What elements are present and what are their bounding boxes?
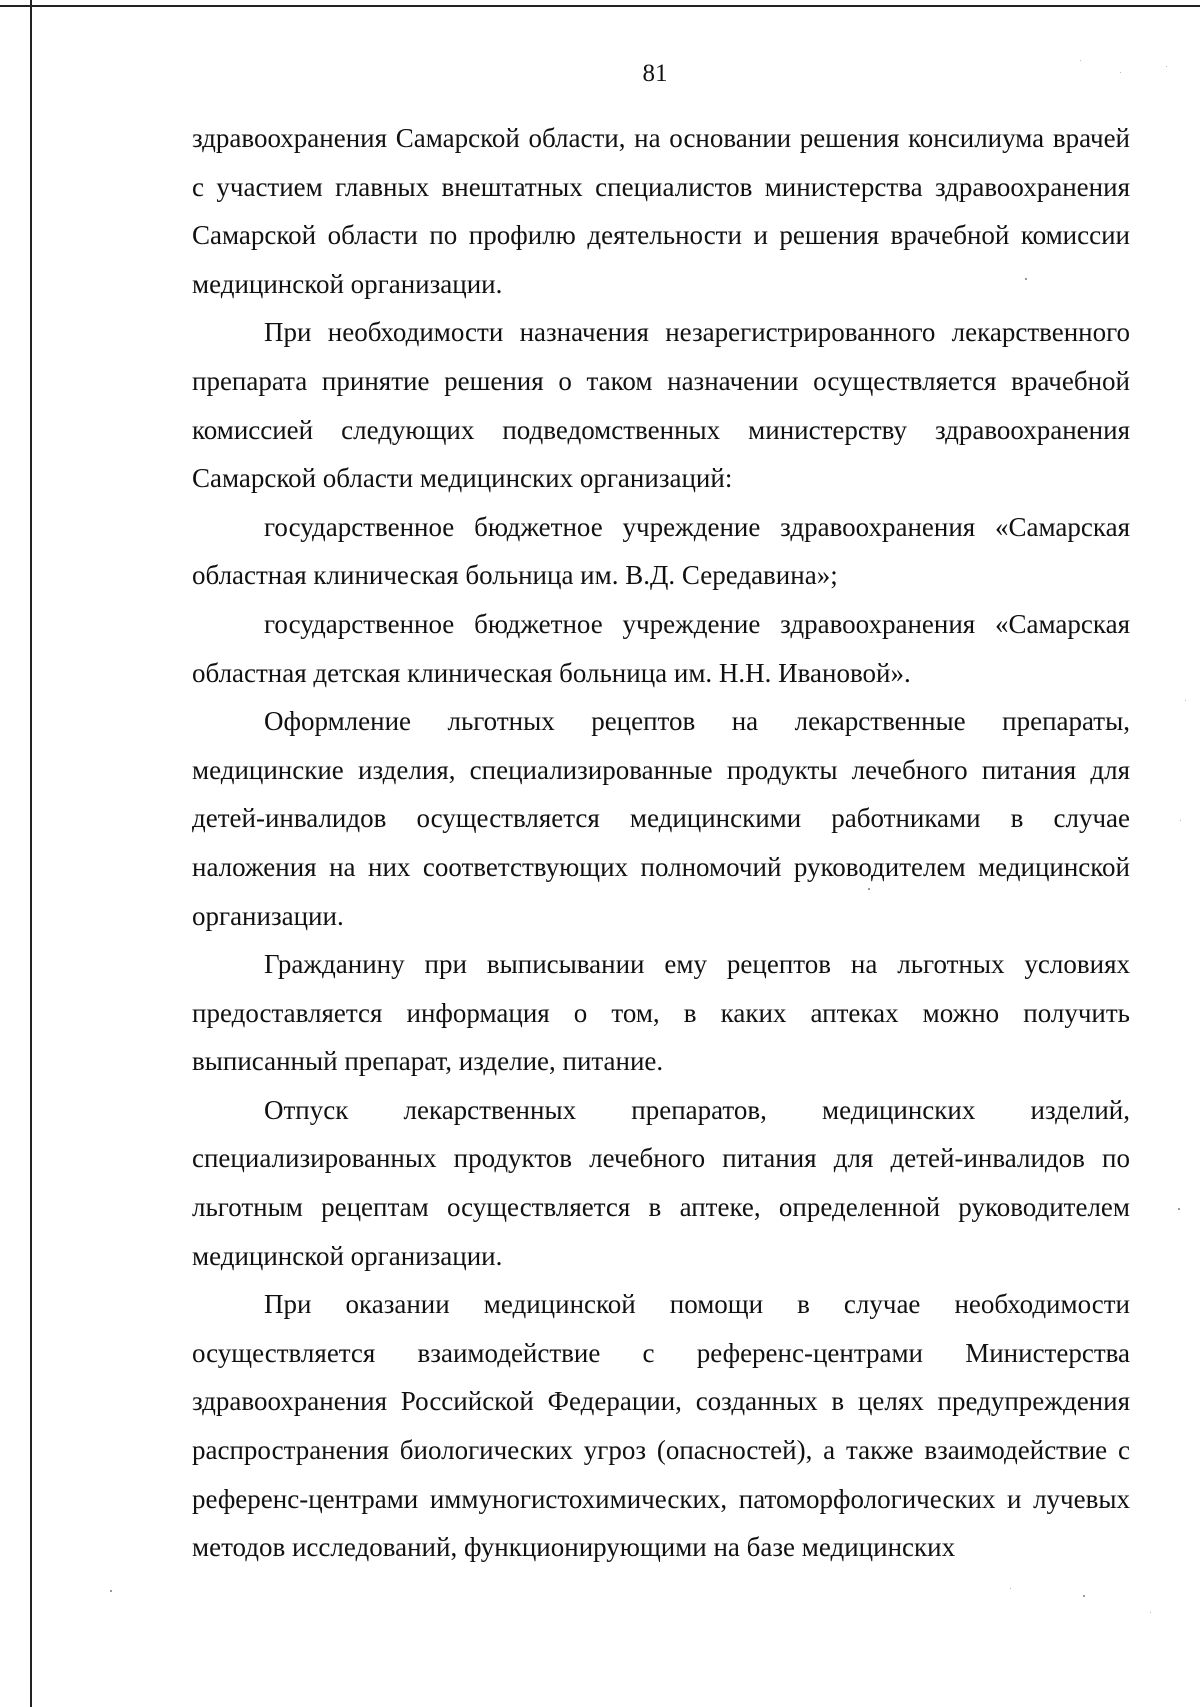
scan-noise <box>1080 60 1081 61</box>
paragraph-4: государственное бюджетное учреждение здравоохранения «Самарская областная детская клиническая больница им. Н.Н. Ивановой». <box>192 608 1130 688</box>
scan-speck <box>1083 1595 1085 1597</box>
paragraph-7: Отпуск лекарственных препаратов, медицинских изделий, специализированных продуктов лечебного питания для детей-инвалидов по льготным рецептам осуществляется в аптеке, определенной руководителем медицинской организации. <box>192 1094 1130 1271</box>
document-body <box>192 114 1130 1572</box>
scan-noise <box>1180 820 1181 821</box>
scan-noise <box>1166 66 1167 67</box>
scan-border-top <box>0 5 1200 7</box>
scan-speck <box>110 1590 112 1592</box>
paragraph-2: При необходимости назначения незарегистрированного лекарственного препарата принятие решения о таком назначении осуществляется врачебной комиссией следующих подведомственных министерству здравоохранения Самарской области медицинских организаций: <box>192 317 1130 494</box>
scan-speck <box>1178 1208 1180 1210</box>
scan-noise <box>1150 1612 1151 1613</box>
scan-border-left <box>30 0 32 1707</box>
paragraph-8: При оказании медицинской помощи в случае необходимости осуществляется взаимодействие с референс-центрами Министерства здравоохранения Российской Федерации, созданных в целях предупреждения распространения биологических угроз (опасностей), а также взаимодействие с референс-центрами иммуногистохимических, патоморфологических и лучевых методов исследований, функционирующими на базе медицинских <box>192 1289 1130 1563</box>
paragraph-3: государственное бюджетное учреждение здравоохранения «Самарская областная клиническая больница им. В.Д. Середавина»; <box>192 511 1130 591</box>
scan-speck <box>1025 278 1027 280</box>
paragraph-1: здравоохранения Самарской области, на основании решения консилиума врачей с участием главных внештатных специалистов министерства здравоохранения Самарской области по профилю деятельности и решения врачебной комиссии медицинской организации. <box>192 123 1130 299</box>
paragraph-5: Оформление льготных рецептов на лекарственные препараты, медицинские изделия, специализированные продукты лечебного питания для детей-инвалидов осуществляется медицинскими работниками в случае наложения на них соответствующих полномочий руководителем медицинской организации. <box>192 706 1130 931</box>
scan-noise <box>1120 72 1121 73</box>
scan-noise <box>1185 700 1186 701</box>
scan-noise <box>1010 1588 1011 1589</box>
page-number: 81 <box>642 60 668 87</box>
scan-speck <box>868 888 870 890</box>
paragraph-6: Гражданину при выписывании ему рецептов на льготных условиях предоставляется информация о том, в каких аптеках можно получить выписанный препарат, изделие, питание. <box>192 949 1130 1077</box>
